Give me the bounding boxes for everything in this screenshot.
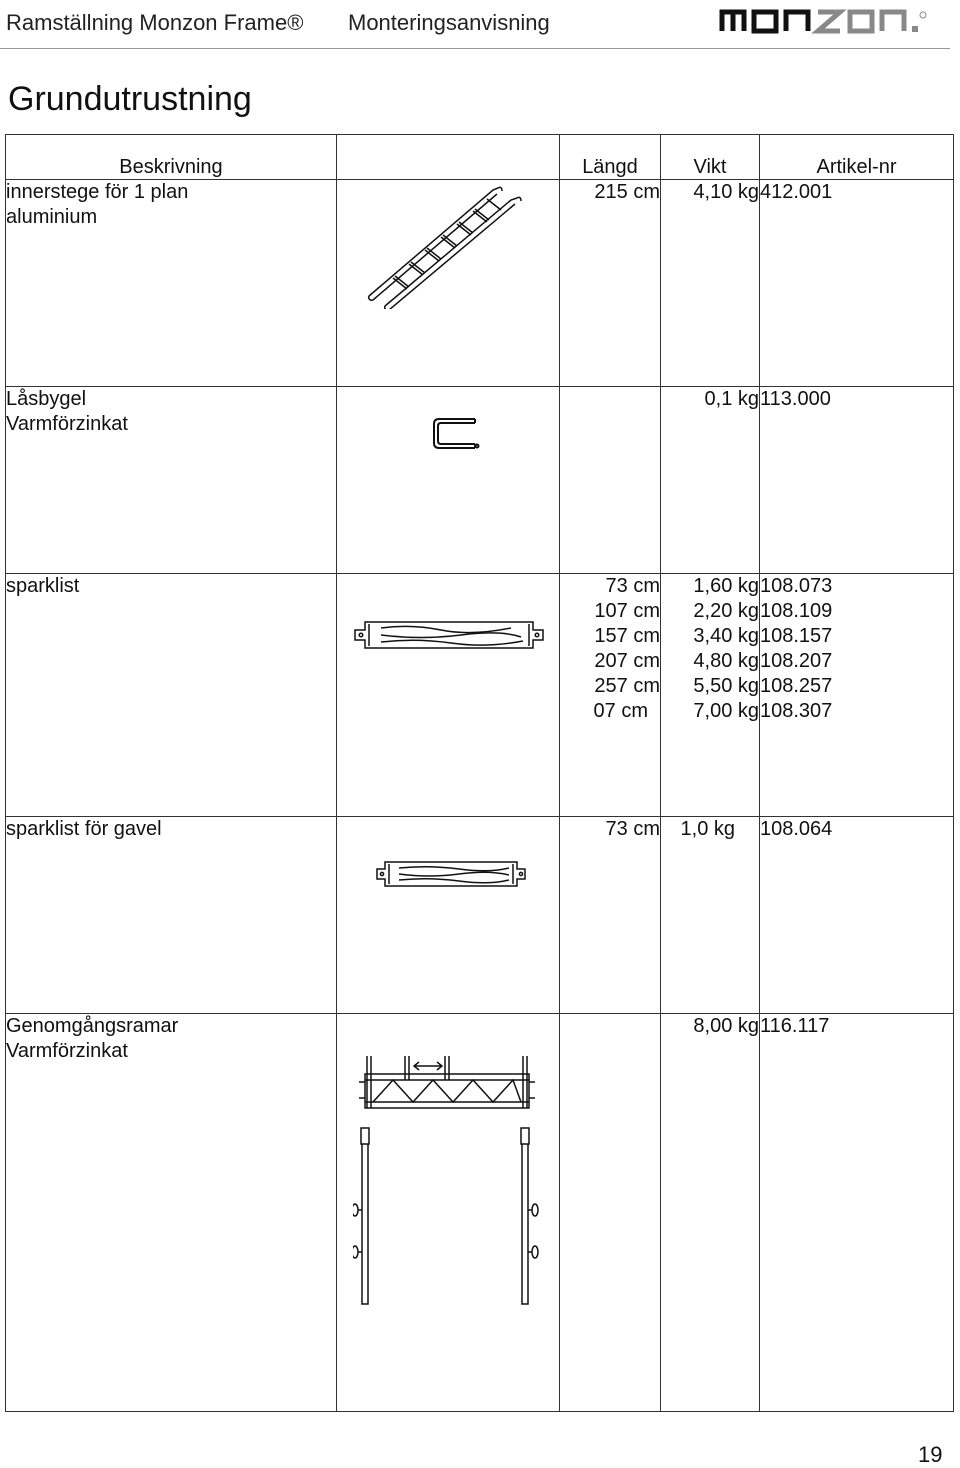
page-header bbox=[0, 0, 960, 50]
article-value: 412.001 bbox=[760, 181, 833, 203]
end-toe-board-illustration bbox=[371, 859, 531, 889]
table-row bbox=[6, 180, 954, 387]
table-row bbox=[6, 574, 954, 817]
column-header-description: Beskrivning bbox=[6, 135, 337, 180]
weight-value: 0,1 kg bbox=[704, 388, 759, 410]
passage-frame-illustration bbox=[353, 1052, 543, 1312]
row-description bbox=[6, 817, 337, 1014]
row-weight bbox=[661, 817, 760, 1014]
section-title: Grundutrustning bbox=[8, 80, 252, 118]
description-line: sparklist bbox=[6, 575, 80, 597]
row-illustration-cell bbox=[337, 1014, 560, 1412]
table-row bbox=[6, 817, 954, 1014]
description-line: Varmförzinkat bbox=[6, 1040, 128, 1062]
row-length bbox=[560, 574, 661, 817]
row-illustration-cell bbox=[337, 387, 560, 574]
row-illustration-cell bbox=[337, 574, 560, 817]
row-length bbox=[560, 180, 661, 387]
article-value: 108.207 bbox=[760, 650, 833, 672]
weight-value: 7,00 kg bbox=[693, 700, 759, 722]
row-description bbox=[6, 387, 337, 574]
article-value: 108.073 bbox=[760, 575, 833, 597]
document-subtitle: Monteringsanvisning bbox=[348, 10, 550, 35]
ladder-illustration bbox=[365, 184, 525, 309]
row-weight bbox=[661, 387, 760, 574]
equipment-table bbox=[5, 134, 954, 1412]
weight-value: 1,60 kg bbox=[693, 575, 759, 597]
toe-board-illustration bbox=[351, 618, 549, 654]
table-row bbox=[6, 1014, 954, 1412]
page-number: 19 bbox=[918, 1442, 943, 1467]
row-article bbox=[760, 574, 954, 817]
length-value: 107 cm bbox=[594, 600, 660, 622]
weight-value: 3,40 kg bbox=[693, 625, 759, 647]
article-value: 108.157 bbox=[760, 625, 833, 647]
description-line: Låsbygel bbox=[6, 388, 87, 410]
row-weight bbox=[661, 574, 760, 817]
locking-bracket-illustration bbox=[431, 415, 481, 453]
length-value: 157 cm bbox=[594, 625, 660, 647]
article-value: 108.307 bbox=[760, 700, 833, 722]
article-value: 116.117 bbox=[760, 1015, 830, 1037]
row-description bbox=[6, 180, 337, 387]
row-article bbox=[760, 1014, 954, 1412]
column-header-illustration bbox=[337, 135, 560, 180]
row-length bbox=[560, 387, 661, 574]
article-value: 108.064 bbox=[760, 818, 833, 840]
header-divider bbox=[0, 48, 950, 49]
row-article bbox=[760, 180, 954, 387]
row-weight bbox=[661, 1014, 760, 1412]
weight-value: 2,20 kg bbox=[693, 600, 759, 622]
row-length bbox=[560, 1014, 661, 1412]
description-line: innerstege för 1 plan bbox=[6, 181, 189, 203]
document-title: Ramställning Monzon Frame® bbox=[6, 10, 304, 35]
row-length bbox=[560, 817, 661, 1014]
length-value: 207 cm bbox=[594, 650, 660, 672]
row-description bbox=[6, 574, 337, 817]
monzon-logo bbox=[718, 6, 956, 34]
article-value: 108.257 bbox=[760, 675, 833, 697]
table-row bbox=[6, 387, 954, 574]
length-value: 07 cm bbox=[593, 700, 648, 722]
length-value: 215 cm bbox=[594, 181, 660, 203]
length-value: 73 cm bbox=[605, 575, 660, 597]
column-header-weight: Vikt bbox=[661, 135, 760, 180]
description-line: Varmförzinkat bbox=[6, 413, 128, 435]
weight-value: 8,00 kg bbox=[693, 1015, 759, 1037]
row-illustration-cell bbox=[337, 817, 560, 1014]
weight-value: 4,10 kg bbox=[693, 181, 759, 203]
description-line: Genomgångsramar bbox=[6, 1015, 179, 1037]
row-article bbox=[760, 817, 954, 1014]
article-value: 108.109 bbox=[760, 600, 833, 622]
row-description bbox=[6, 1014, 337, 1412]
row-weight bbox=[661, 180, 760, 387]
column-header-length: Längd bbox=[560, 135, 661, 180]
weight-value: 1,0 kg bbox=[680, 818, 735, 840]
weight-value: 4,80 kg bbox=[693, 650, 759, 672]
row-illustration-cell bbox=[337, 180, 560, 387]
weight-value: 5,50 kg bbox=[693, 675, 759, 697]
description-line: aluminium bbox=[6, 206, 98, 228]
length-value: 257 cm bbox=[594, 675, 660, 697]
length-value: 73 cm bbox=[605, 818, 660, 840]
table-header-row bbox=[6, 135, 954, 180]
article-value: 113.000 bbox=[760, 388, 831, 410]
row-article bbox=[760, 387, 954, 574]
description-line: sparklist för gavel bbox=[6, 818, 162, 840]
column-header-article: Artikel-nr bbox=[760, 135, 954, 180]
